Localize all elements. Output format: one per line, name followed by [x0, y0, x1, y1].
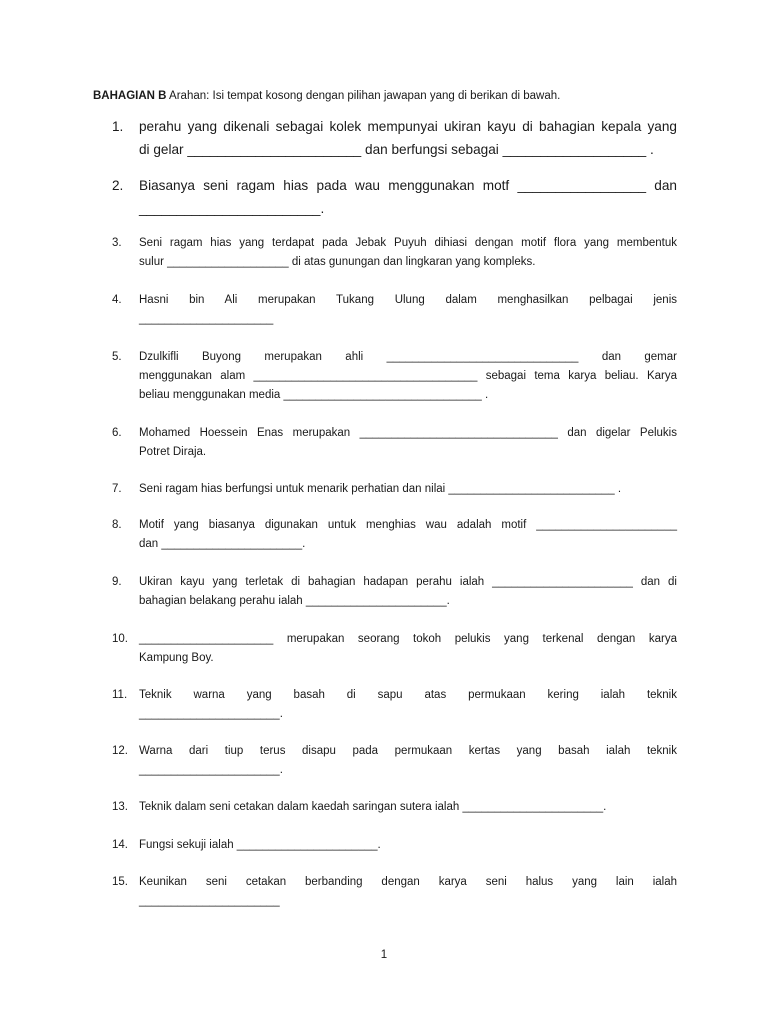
question-text-line: Biasanya seni ragam hias pada wau menggunakan motf _________________ dan — [139, 178, 677, 193]
question-text-line: Teknik warna yang basah di sapu atas permukaan kering ialah teknik — [139, 689, 677, 701]
question-text-line: ______________________. — [139, 764, 283, 776]
question-10 — [112, 630, 677, 668]
question-text-line: menggunakan alam ___________________________________ sebagai tema karya beliau. Karya — [139, 370, 677, 382]
question-7 — [112, 480, 677, 499]
question-text-line: Ukiran kayu yang terletak di bahagian hadapan perahu ialah ______________________ dan di — [139, 576, 677, 588]
section-title: BAHAGIAN B — [93, 90, 167, 102]
question-text-line: sulur ___________________ di atas gunungan dan lingkaran yang kompleks. — [139, 256, 536, 268]
question-text-line: perahu yang dikenali sebagai kolek mempunyai ukiran kayu di bahagian kepala yang — [139, 119, 677, 134]
question-text-line: ______________________ — [139, 895, 280, 907]
question-text-line: Keunikan seni cetakan berbanding dengan karya seni halus yang lain ialah — [139, 876, 677, 888]
question-number: 3. — [112, 237, 122, 249]
question-number: 2. — [112, 178, 124, 193]
question-14 — [112, 836, 677, 855]
question-2 — [112, 174, 677, 220]
question-number: 10. — [112, 633, 128, 645]
question-text-line: ________________________. — [139, 201, 325, 216]
question-text-line: _____________________ merupakan seorang tokoh pelukis yang terkenal dengan karya — [139, 633, 677, 645]
page-number: 1 — [380, 949, 388, 961]
question-12 — [112, 742, 677, 780]
question-text-line: Seni ragam hias berfungsi untuk menarik perhatian dan nilai __________________________ . — [139, 483, 622, 495]
question-number: 7. — [112, 483, 122, 495]
question-number: 4. — [112, 294, 122, 306]
question-5 — [112, 348, 677, 405]
question-text-line: ______________________. — [139, 708, 283, 720]
question-text-line: bahagian belakang perahu ialah ______________________. — [139, 595, 450, 607]
question-text-line: Motif yang biasanya digunakan untuk menghias wau adalah motif ______________________ — [139, 519, 677, 531]
question-number: 12. — [112, 745, 128, 757]
question-text-line: Warna dari tiup terus disapu pada permukaan kertas yang basah ialah teknik — [139, 745, 677, 757]
question-4 — [112, 291, 677, 329]
question-text-line: Seni ragam hias yang terdapat pada Jebak Puyuh dihiasi dengan motif flora yang membentuk — [139, 237, 677, 249]
question-3 — [112, 234, 677, 272]
question-number: 6. — [112, 427, 122, 439]
question-6 — [112, 424, 677, 462]
question-text-line: Dzulkifli Buyong merupakan ahli ______________________________ dan gemar — [139, 351, 677, 363]
question-1 — [112, 115, 677, 161]
question-number: 5. — [112, 351, 122, 363]
question-9 — [112, 573, 677, 611]
question-text-line: Potret Diraja. — [139, 446, 207, 458]
question-number: 1. — [112, 119, 124, 134]
question-number: 14. — [112, 839, 128, 851]
question-15 — [112, 873, 677, 911]
question-number: 9. — [112, 576, 122, 588]
question-text-line: Kampung Boy. — [139, 652, 214, 664]
question-number: 8. — [112, 519, 122, 531]
section-instruction: Arahan: Isi tempat kosong dengan pilihan jawapan yang di berikan di bawah. — [166, 90, 561, 102]
question-text-line: beliau menggunakan media _______________________________ . — [139, 389, 489, 401]
question-number: 13. — [112, 801, 128, 813]
question-11 — [112, 686, 677, 724]
question-text-line: Fungsi sekuji ialah ______________________. — [139, 839, 381, 851]
question-13 — [112, 798, 677, 817]
question-text-line: di gelar _______________________ dan berfungsi sebagai ___________________ . — [139, 142, 654, 157]
section-header — [93, 89, 693, 103]
question-text-line: dan ______________________. — [139, 538, 306, 550]
question-number: 15. — [112, 876, 128, 888]
question-number: 11. — [112, 689, 128, 701]
question-8 — [112, 516, 677, 554]
question-text-line: Mohamed Hoessein Enas merupakan _______________________________ dan digelar Pelukis — [139, 427, 677, 439]
question-text-line: Hasni bin Ali merupakan Tukang Ulung dalam menghasilkan pelbagai jenis — [139, 294, 677, 306]
question-text-line: _____________________ — [139, 313, 274, 325]
question-text-line: Teknik dalam seni cetakan dalam kaedah saringan sutera ialah ______________________. — [139, 801, 607, 813]
